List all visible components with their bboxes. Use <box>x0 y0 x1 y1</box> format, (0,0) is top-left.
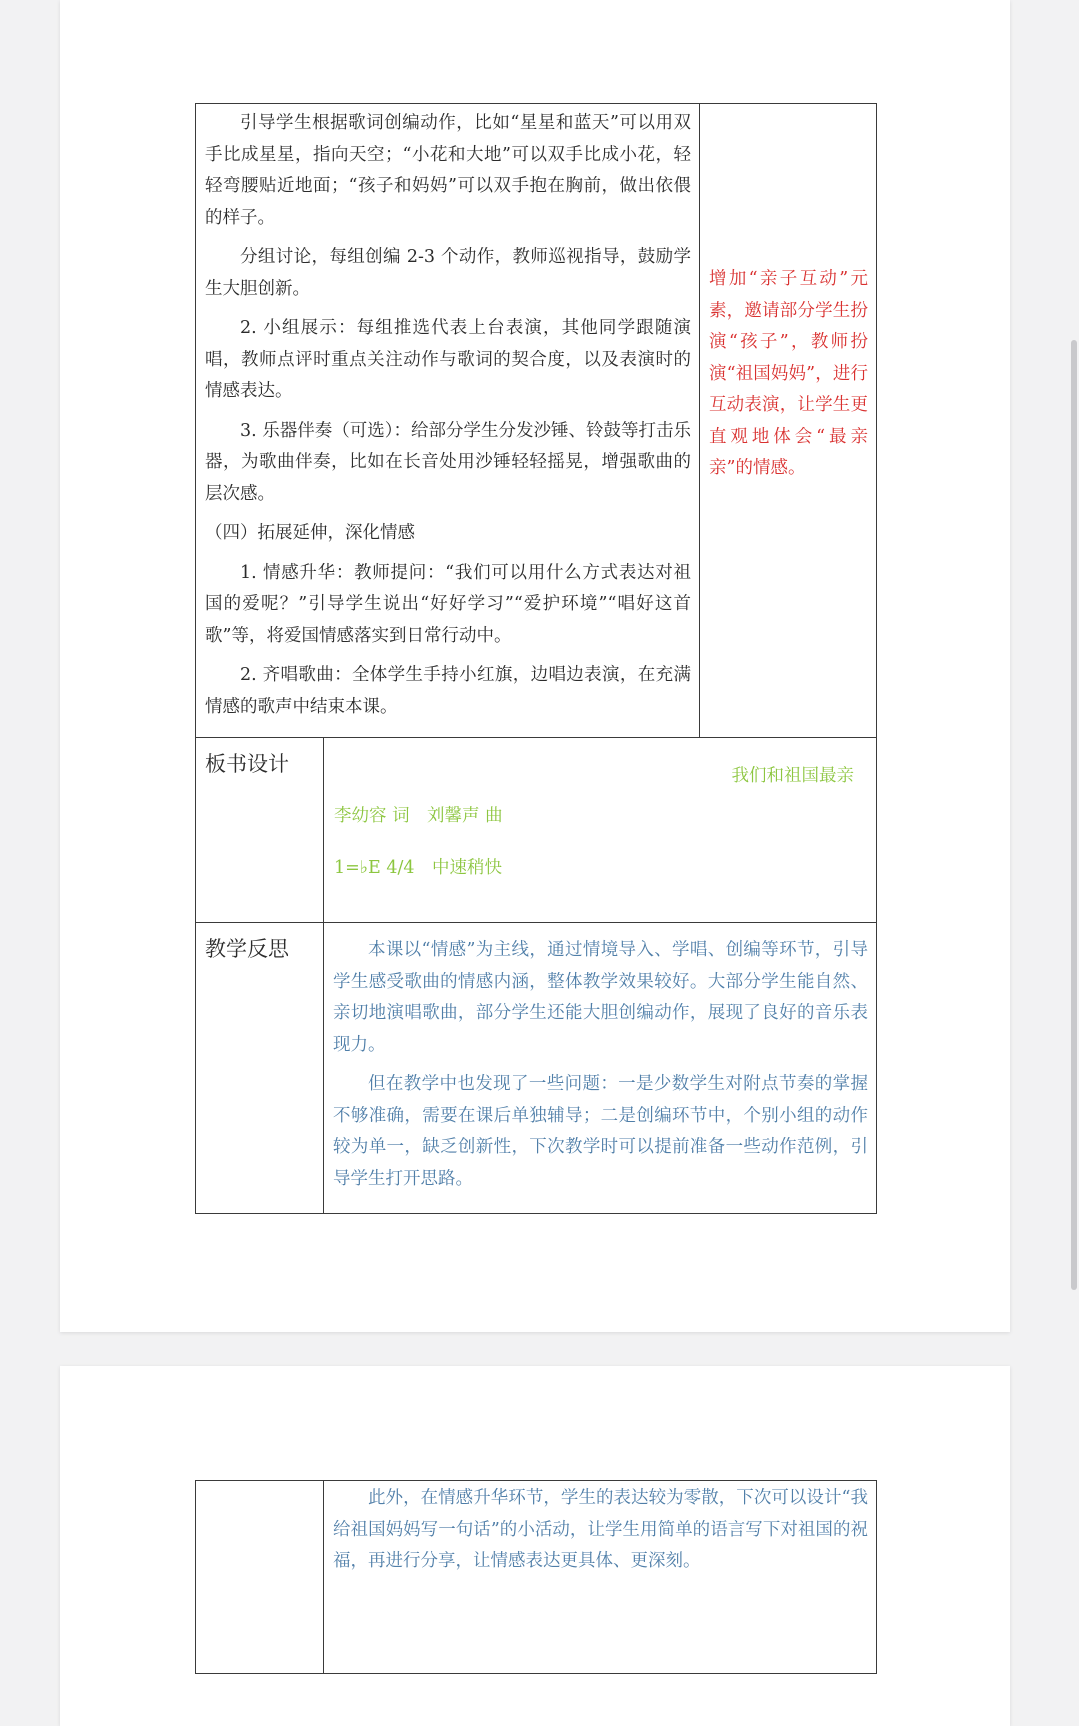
board-key-tempo: 1=♭E 4/4 中速稍快 <box>334 858 503 878</box>
board-design-row <box>196 738 877 923</box>
revision-note: 增加“亲子互动”元素，邀请部分学生扮演“孩子”，教师扮演“祖国妈妈”，进行互动表演，让学生更直观地体会“最亲亲”的情感。 <box>709 269 868 478</box>
section-heading: （四）拓展延伸，深化情感 <box>205 523 415 543</box>
process-paragraph: 3. 乐器伴奏（可选）：给部分学生分发沙锤、铃鼓等打击乐器，为歌曲伴奏，比如在长音处用沙锤轻轻摇晃，增强歌曲的层次感。 <box>205 420 692 504</box>
board-credits: 李幼容 词 刘馨声 曲 <box>334 806 503 826</box>
reflection-continued-cell <box>324 1481 877 1674</box>
reflection-paragraph: 但在教学中也发现了一些问题：一是少数学生对附点节奏的掌握不够准确，需要在课后单独辅导；二是创编环节中，个别小组的动作较为单一，缺乏创新性，下次教学时可以提前准备一些动作范例，引导学生打开思路。 <box>333 1074 868 1189</box>
board-design-label: 板书设计 <box>196 738 324 923</box>
reflection-paragraph: 此外，在情感升华环节，学生的表达较为零散，下次可以设计“我给祖国妈妈写一句话”的小活动，让学生用简单的语言写下对祖国的祝福，再进行分享，让情感表达更具体、更深刻。 <box>333 1488 868 1571</box>
lesson-plan-table <box>195 103 877 1214</box>
document-page-2 <box>60 1366 1010 1726</box>
process-paragraph: 1. 情感升华：教师提问：“我们可以用什么方式表达对祖国的爱呢？”引导学生说出“好好学习”“爱护环境”“唱好这首歌”等，将爱国情感落实到日常行动中。 <box>205 562 691 646</box>
board-song-title: 我们和祖国最亲 <box>731 766 854 786</box>
lesson-plan-table-continued <box>195 1480 877 1674</box>
board-design-cell <box>324 738 877 923</box>
vertical-scrollbar[interactable] <box>1071 340 1077 1290</box>
process-paragraph: 分组讨论，每组创编 2-3 个动作，教师巡视指导，鼓励学生大胆创新。 <box>205 247 691 299</box>
teaching-process-row <box>196 104 877 738</box>
reflection-paragraph: 本课以“情感”为主线，通过情境导入、学唱、创编等环节，引导学生感受歌曲的情感内涵，整体教学效果较好。大部分学生能自然、亲切地演唱歌曲，部分学生还能大胆创编动作，展现了良好的音乐表现力。 <box>333 940 868 1055</box>
revision-note-cell <box>700 104 877 738</box>
teaching-process-cell <box>196 104 700 738</box>
document-page-1 <box>60 0 1010 1332</box>
empty-label-cell <box>196 1481 324 1674</box>
reflection-row <box>196 923 877 1214</box>
reflection-continued-row <box>196 1481 877 1674</box>
process-paragraph: 引导学生根据歌词创编动作，比如“星星和蓝天”可以用双手比成星星，指向天空；“小花和大地”可以双手比成小花，轻轻弯腰贴近地面；“孩子和妈妈”可以双手抱在胸前，做出依偎的样子。 <box>205 113 691 228</box>
process-paragraph: 2. 齐唱歌曲：全体学生手持小红旗，边唱边表演，在充满情感的歌声中结束本课。 <box>205 665 691 717</box>
reflection-label: 教学反思 <box>196 923 324 1214</box>
process-paragraph: 2. 小组展示：每组推选代表上台表演，其他同学跟随演唱，教师点评时重点关注动作与歌词的契合度，以及表演时的情感表达。 <box>205 318 691 401</box>
reflection-cell <box>324 923 877 1214</box>
